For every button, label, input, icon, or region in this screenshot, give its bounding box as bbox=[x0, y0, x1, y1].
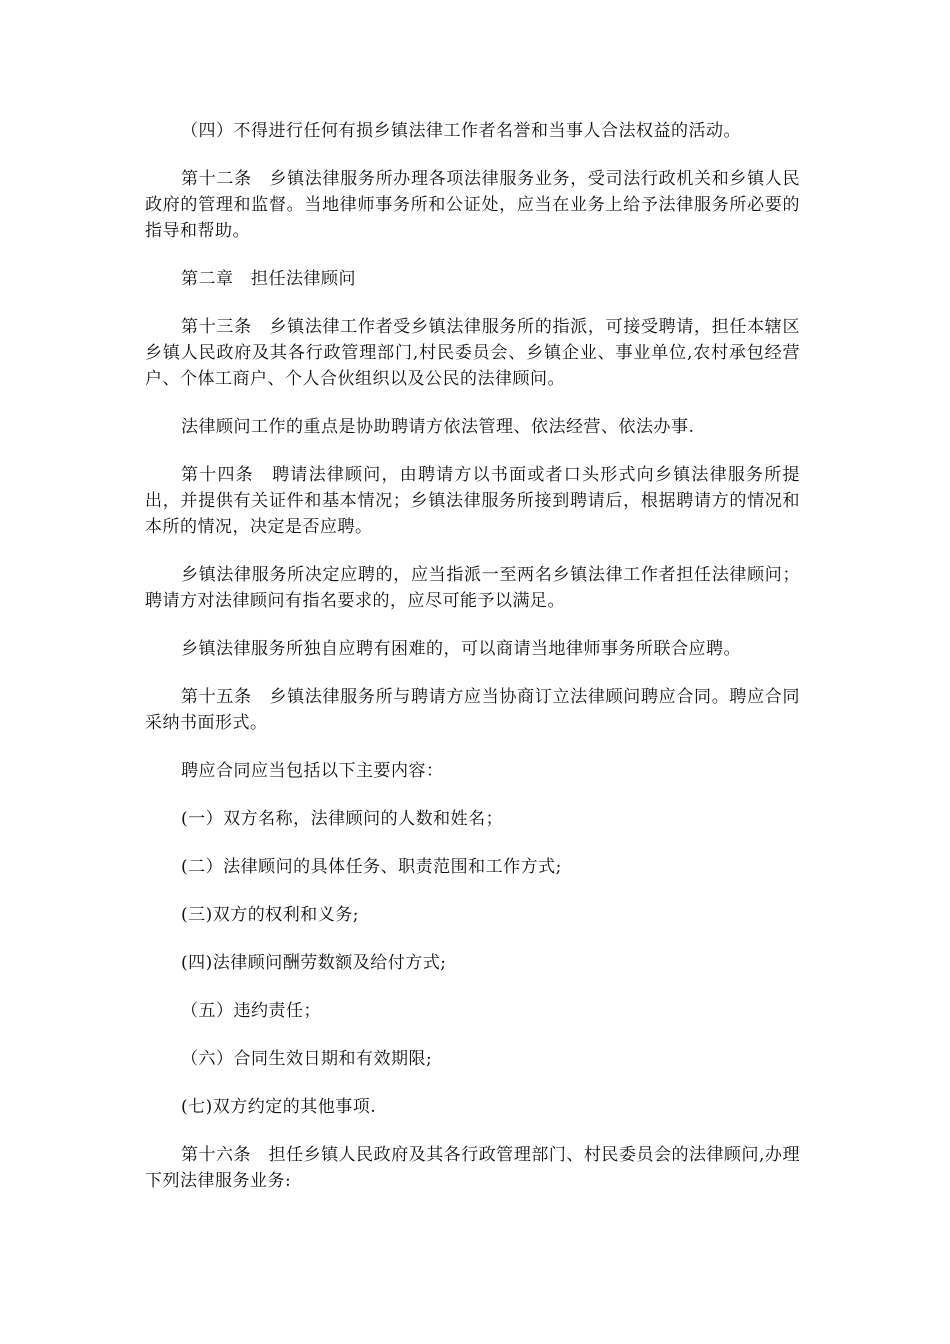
document-body bbox=[145, 118, 800, 1216]
list-item-7: (七)双方约定的其他事项. bbox=[181, 1097, 377, 1117]
list-item-5: （五）违约责任； bbox=[181, 1001, 321, 1021]
chapter-heading: 第二章 担任法律顾问 bbox=[181, 269, 356, 289]
paragraph-item-4: （四）不得进行任何有损乡镇法律工作者名誉和当事人合法权益的活动。 bbox=[181, 121, 741, 141]
paragraph-article-16: 第十六条 担任乡镇人民政府及其各行政管理部门、村民委员会的法律顾问,办理下列法律服务业务: bbox=[145, 1145, 800, 1191]
paragraph-focus: 法律顾问工作的重点是协助聘请方依法管理、依法经营、依法办事. bbox=[181, 417, 695, 437]
list-item-4: (四)法律顾问酬劳数额及给付方式; bbox=[181, 953, 447, 973]
paragraph-article-13: 第十三条 乡镇法律工作者受乡镇法律服务所的指派，可接受聘请，担任本辖区乡镇人民政府及其各行政管理部门,村民委员会、乡镇企业、事业单位,农村承包经营户、个体工商户、个人合伙组织以及公民的法律顾问。 bbox=[145, 317, 800, 389]
list-item-2: (二）法律顾问的具体任务、职责范围和工作方式; bbox=[181, 857, 562, 877]
list-item-6: （六）合同生效日期和有效期限; bbox=[181, 1049, 433, 1069]
list-item-1: (一）双方名称，法律顾问的人数和姓名； bbox=[181, 809, 504, 829]
list-item-3: (三)双方的权利和义务; bbox=[181, 905, 359, 925]
paragraph-article-15: 第十五条 乡镇法律服务所与聘请方应当协商订立法律顾问聘应合同。聘应合同采纳书面形式。 bbox=[145, 687, 800, 733]
paragraph-assignment: 乡镇法律服务所决定应聘的，应当指派一至两名乡镇法律工作者担任法律顾问；聘请方对法律顾问有指名要求的，应尽可能予以满足。 bbox=[145, 565, 800, 611]
paragraph-contract-contents: 聘应合同应当包括以下主要内容： bbox=[181, 761, 444, 781]
paragraph-article-12: 第十二条 乡镇法律服务所办理各项法律服务业务，受司法行政机关和乡镇人民政府的管理和监督。当地律师事务所和公证处，应当在业务上给予法律服务所必要的指导和帮助。 bbox=[145, 169, 800, 241]
paragraph-article-14: 第十四条 聘请法律顾问，由聘请方以书面或者口头形式向乡镇法律服务所提出，并提供有关证件和基本情况；乡镇法律服务所接到聘请后，根据聘请方的情况和本所的情况，决定是否应聘。 bbox=[145, 465, 800, 537]
paragraph-joint-hire: 乡镇法律服务所独自应聘有困难的，可以商请当地律师事务所联合应聘。 bbox=[181, 639, 741, 659]
